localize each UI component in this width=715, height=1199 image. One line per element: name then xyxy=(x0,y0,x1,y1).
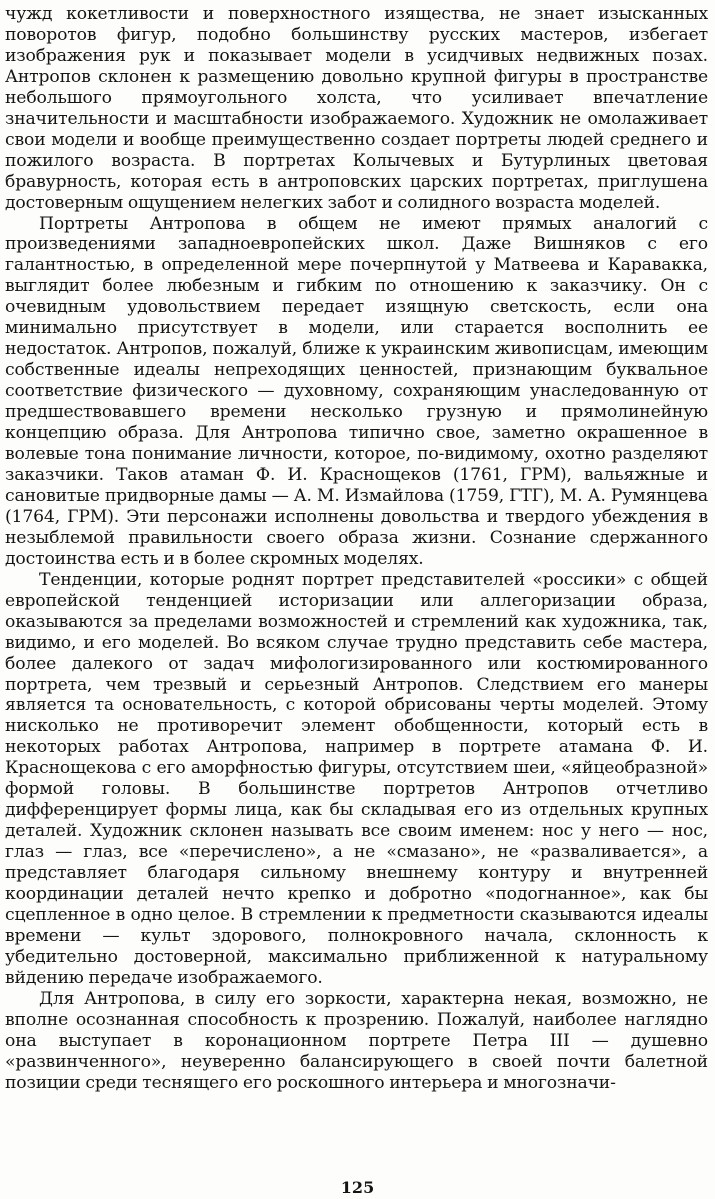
page-number: 125 xyxy=(340,1178,375,1197)
paragraph-3: Тенденции, которые роднят портрет представителей «россики» с общей европейской тенденцией историзации или аллегоризации образа, оказываются за пределами возможностей и стремлений как художника, так, видимо, и его моделей. Во всяком случае трудно представить себе мастера, более далекого от задач мифологизированного или костюмированного портрета, чем трезвый и серьезный Антропов. Следствием его манеры является та основательность, с которой обрисованы черты моделей. Этому нисколько не противоречит элемент обобщенности, который есть в некоторых работах Антропова, например в портрете атамана Ф. И. Краснощекова с его аморфностью фигуры, отсутствием шеи, «яйцеобразной» формой головы. В большинстве портретов Антропов отчетливо дифференцирует формы лица, как бы складывая его из отдельных крупных деталей. Художник склонен называть все своим именем: нос у него — нос, глаз — глаз, все «перечислено», а не «смазано», не «разваливается», а представляет благодаря сильному внешнему контуру и внутренней координации деталей нечто крепко и добротно «подогнанное», как бы сцепленное в одно целое. В стремлении к предметности сказываются идеалы времени — культ здорового, полнокровного начала, склонность к убедительно достоверной, максимально приближенной к натуральному вйдению передаче изображаемого. xyxy=(5,569,708,988)
paragraph-4: Для Антропова, в силу его зоркости, характерна некая, возможно, не вполне осознанная способность к прозрению. Пожалуй, наиболее наглядно она выступает в коронационном портрете Петра III — душевно «развинченного», неуверенно балансирующего в своей почти балетной позиции среди теснящего его роскошного интерьера и многозначи- xyxy=(5,988,708,1093)
paragraph-1: чужд кокетливости и поверхностного изящества, не знает изысканных поворотов фигур, подобно большинству русских мастеров, избегает изображения рук и показывает модели в усидчивых недвижных позах. Антропов склонен к размещению довольно крупной фигуры в пространстве небольшого прямоугольного холста, что усиливает впечатление значительности и масштабности изображаемого. Художник не омолаживает свои модели и вообще преимущественно создает портреты людей среднего и пожилого возраста. В портретах Колычевых и Бутурлиных цветовая бравурность, которая есть в антроповских царских портретах, приглушена достоверным ощущением нелегких забот и солидного возраста моделей. xyxy=(5,4,708,213)
paragraph-2: Портреты Антропова в общем не имеют прямых аналогий с произведениями западноевропейских школ. Даже Вишняков с его галантностью, в определенной мере почерпнутой у Матвеева и Каравакка, выглядит более любезным и гибким по отношению к заказчику. Он с очевидным удовольствием передает изящную светскость, если она минимально присутствует в модели, или старается восполнить ее недостаток. Антропов, пожалуй, ближе к украинским живописцам, имеющим собственные идеалы непреходящих ценностей, признающим буквальное соответствие физического — духовному, сохраняющим унаследованную от предшествовавшего времени несколько грузную и прямолинейную концепцию образа. Для Антропова типично свое, заметно окрашенное в волевые тона понимание личности, которое, по-видимому, охотно разделяют заказчики. Таков атаман Ф. И. Краснощеков (1761, ГРМ), вальяжные и сановитые придворные дамы — А. М. Измайлова (1759, ГТГ), М. А. Румянцева (1764, ГРМ). Эти персонажи исполнены довольства и твердого убеждения в незыблемой правильности своего образа жизни. Сознание сдержанного достоинства есть и в более скромных моделях. xyxy=(5,213,708,569)
body-text xyxy=(5,4,708,1094)
